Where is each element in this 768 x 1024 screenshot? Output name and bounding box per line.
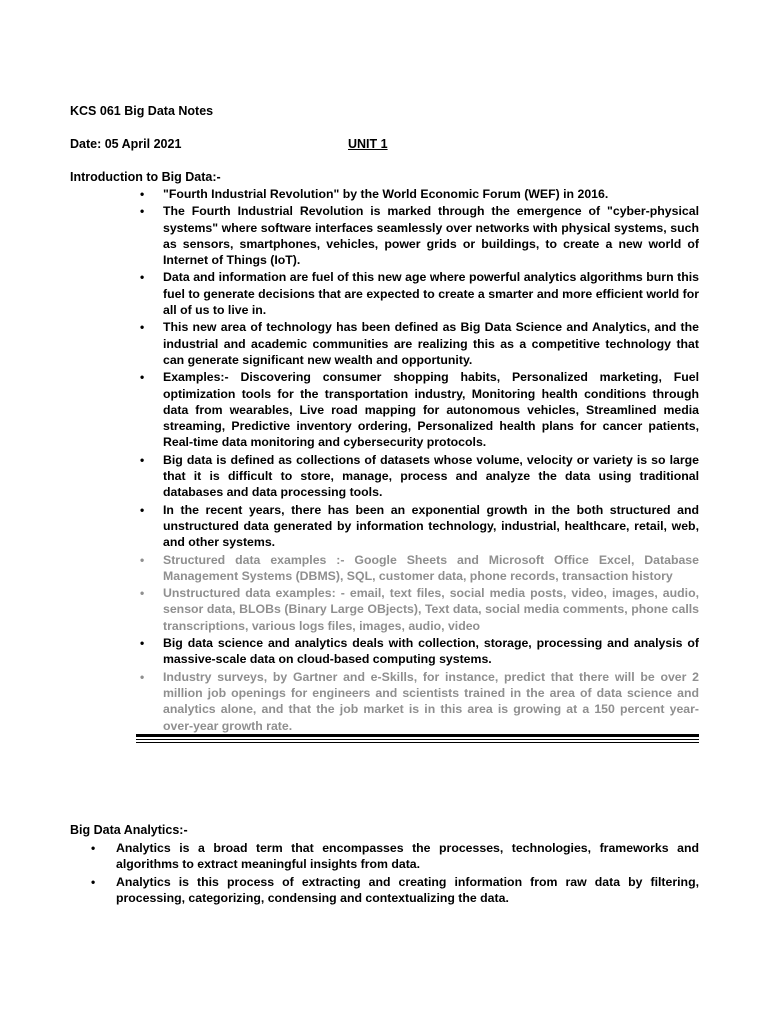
- list-item-text: Analytics is a broad term that encompasses the processes, technologies, frameworks and algorithms to extract meaningful insights from data.: [116, 841, 699, 872]
- list-item-text: Examples:- Discovering consumer shopping habits, Personalized marketing, Fuel optimization tools for the transportation industry, Monitoring health conditions through data from wearables, Live road mapping for autonomous vehicles, Streamlined media streaming, Predictive inventory ordering, Personalized health plans for cancer patients, Real-time data monitoring and cybersecurity protocols.: [163, 370, 699, 450]
- bullet-icon: •: [91, 874, 96, 889]
- list-item-text: Industry surveys, by Gartner and e-Skills, for instance, predict that there will be over 2 million job openings for engineers and scientists trained in the area of data science and analytics alone, and that the job market is in this area is growing at a 150 percent year-over-year growth rate.: [163, 669, 699, 733]
- list-item: [140, 635, 699, 668]
- list-item: [91, 874, 699, 907]
- list-item-text: Structured data examples :- Google Sheets and Microsoft Office Excel, Database Management Systems (DBMS), SQL, customer data, phone records, transaction history: [163, 552, 699, 583]
- bullet-icon: •: [140, 320, 145, 335]
- bullet-icon: •: [140, 452, 145, 467]
- list-item-text: This new area of technology has been defined as Big Data Science and Analytics, and the industrial and academic communities are realizing this as a competitive technology that can generate significant new wealth and opportunity.: [163, 320, 699, 367]
- list-item: [140, 669, 699, 734]
- bullet-icon: •: [140, 370, 145, 385]
- intro-bullet-list: [140, 186, 699, 735]
- list-item-text: Big data science and analytics deals with collection, storage, processing and analysis of massive-scale data on cloud-based computing systems.: [163, 636, 699, 667]
- list-item: [140, 585, 699, 634]
- section-divider: [136, 734, 699, 743]
- list-item: [140, 269, 699, 318]
- document-date: Date: 05 April 2021: [70, 137, 182, 151]
- bullet-icon: •: [140, 552, 145, 567]
- bullet-icon: •: [140, 270, 145, 285]
- list-item-text: "Fourth Industrial Revolution" by the World Economic Forum (WEF) in 2016.: [163, 187, 609, 201]
- list-item: [140, 203, 699, 268]
- bullet-icon: •: [91, 841, 96, 855]
- section-heading-intro: Introduction to Big Data:-: [70, 170, 221, 184]
- bullet-icon: •: [140, 187, 145, 201]
- list-item-text: The Fourth Industrial Revolution is marked through the emergence of "cyber-physical systems" where software interfaces seamlessly over networks with physical systems, such as sensors, smartphones, vehicles, power grids or buildings, to create a new world of Internet of Things (IoT).: [163, 204, 699, 268]
- list-item: [140, 552, 699, 585]
- analytics-bullet-list: [91, 840, 699, 907]
- list-item: [140, 319, 699, 368]
- document-title: KCS 061 Big Data Notes: [70, 104, 214, 118]
- list-item-text: In the recent years, there has been an exponential growth in the both structured and unstructured data generated by information technology, industrial, healthcare, retail, web, and other systems.: [163, 502, 699, 550]
- list-item-text: Analytics is this process of extracting and creating information from raw data by filtering, processing, categorizing, condensing and contextualizing the data.: [116, 874, 699, 905]
- section-heading-analytics: Big Data Analytics:-: [70, 823, 188, 837]
- bullet-icon: •: [140, 502, 145, 517]
- list-item-text: Data and information are fuel of this new age where powerful analytics algorithms burn this fuel to generate decisions that are expected to create a smarter and more efficient world for all of us to live in.: [163, 270, 699, 318]
- list-item: [140, 452, 699, 501]
- list-item: [140, 186, 699, 202]
- bullet-icon: •: [140, 669, 145, 684]
- bullet-icon: •: [140, 204, 145, 219]
- list-item-text: Big data is defined as collections of datasets whose volume, velocity or variety is so large that it is difficult to store, manage, process and analyze the data using traditional databases and data processing tools.: [163, 452, 699, 500]
- list-item-text: Unstructured data examples: - email, text files, social media posts, video, images, audio, sensor data, BLOBs (Binary Large OBjects), Text data, social media comments, phone calls transcriptions, various logs files, images, audio, video: [163, 586, 699, 633]
- bullet-icon: •: [140, 636, 145, 651]
- list-item: [140, 502, 699, 551]
- bullet-icon: •: [140, 586, 145, 601]
- list-item: [91, 840, 699, 873]
- list-item: [140, 369, 699, 450]
- unit-label: UNIT 1: [348, 137, 388, 151]
